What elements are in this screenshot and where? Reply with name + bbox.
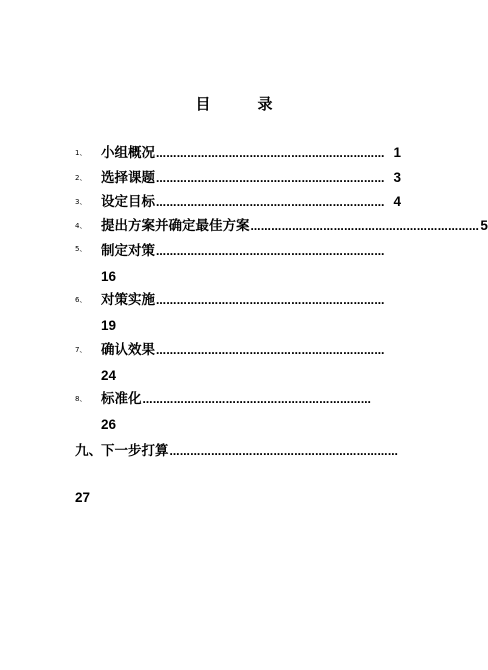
toc-entry-page: 16: [101, 269, 117, 284]
toc-leader-dots: …………………………………………………………: [156, 346, 385, 357]
toc-entry-number: 5、: [75, 245, 87, 253]
toc-entry-label: 小组概况: [101, 145, 155, 161]
toc-entry-page: 26: [101, 417, 117, 432]
toc-leader-dots: …………………………………………………………: [156, 149, 385, 160]
toc-leader-dots: …………………………………………………………: [250, 222, 480, 233]
toc-entry-number: 2、: [75, 174, 87, 182]
toc-entry-page: 3: [393, 170, 401, 185]
toc-entry-number: 7、: [75, 346, 87, 354]
toc-leader-dots: …………………………………………………………: [156, 247, 385, 258]
toc-entry-page: 5: [480, 218, 488, 233]
toc-entry-label: 对策实施: [101, 292, 155, 308]
toc-leader-dots: …………………………………………………………: [142, 395, 372, 406]
toc-entry-page: 1: [393, 145, 401, 160]
toc-entry: [0, 168, 474, 192]
toc-entry-number: 1、: [75, 149, 87, 157]
toc-entry: [0, 340, 474, 390]
toc-leader-dots: …………………………………………………………: [156, 174, 385, 185]
toc-entry-page: 27: [75, 490, 91, 505]
toc-leader-dots: …………………………………………………………: [169, 447, 399, 458]
toc-entry: [0, 290, 474, 340]
toc-entry: [0, 441, 474, 465]
toc-entry-line: [101, 168, 401, 190]
toc-entry-label: 下一步打算: [101, 443, 169, 459]
toc-entry-number: 4、: [75, 222, 87, 230]
toc-entry-label: 确认效果: [101, 342, 155, 358]
toc-leader-dots: …………………………………………………………: [156, 198, 385, 209]
toc-entry-page: 4: [393, 194, 401, 209]
toc-entry-number: 九、: [75, 443, 102, 459]
toc-entry-label: 制定对策: [101, 243, 155, 259]
toc-entry: [0, 216, 488, 240]
toc-entry-line: [101, 389, 393, 411]
toc-entry-page: 24: [101, 368, 117, 383]
toc-entry-label: 标准化: [101, 391, 142, 407]
toc-entry: [0, 389, 474, 439]
toc-entry-label: 设定目标: [101, 194, 155, 210]
toc-entry-line: [101, 441, 399, 463]
toc-entry-line: [101, 290, 393, 312]
toc-entry-line: [101, 192, 401, 214]
toc-entry: [0, 241, 474, 291]
toc-entry: [0, 143, 474, 167]
toc-entry-number: 8、: [75, 395, 87, 403]
toc-entry-line: [101, 241, 393, 263]
toc-entry-line: [101, 143, 401, 165]
toc-entry: [0, 192, 474, 216]
toc-entry-line: [101, 216, 488, 238]
toc-entry-label: 提出方案并确定最佳方案: [101, 218, 250, 234]
toc-entry-number: 6、: [75, 296, 87, 304]
toc-entry-label: 选择课题: [101, 170, 155, 186]
toc-entry-number: 3、: [75, 198, 87, 206]
toc-title: 目 录: [195, 95, 289, 113]
toc-entry-line: [101, 340, 393, 362]
toc-entry-page: 19: [101, 318, 117, 333]
toc-leader-dots: …………………………………………………………: [156, 296, 385, 307]
